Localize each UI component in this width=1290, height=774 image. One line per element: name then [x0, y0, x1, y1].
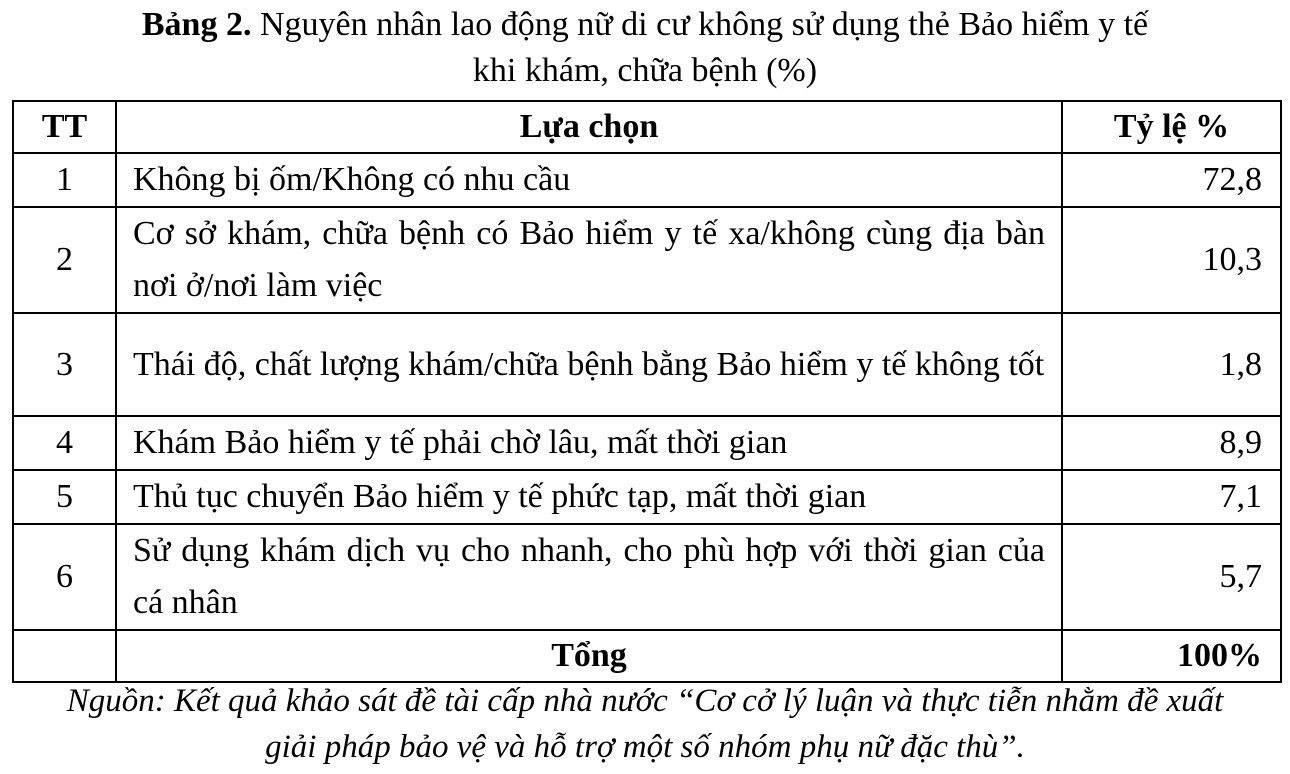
table-row — [13, 470, 1281, 524]
header-option: Lựa chọn — [116, 101, 1062, 153]
total-percent: 100% — [1062, 630, 1281, 682]
source-line-1: Nguồn: Kết quả khảo sát đề tài cấp nhà nước “Cơ cở lý luận và thực tiễn nhằm đề xuất — [66, 683, 1224, 719]
total-row — [13, 630, 1281, 682]
table-title — [0, 2, 1290, 94]
source-line-2: giải pháp bảo vệ và hỗ trợ một số nhóm phụ nữ đặc thù”. — [265, 729, 1025, 765]
table-row — [13, 313, 1281, 416]
cell-percent: 7,1 — [1062, 470, 1281, 524]
cell-option: Sử dụng khám dịch vụ cho nhanh, cho phù hợp với thời gian của cá nhân — [116, 524, 1062, 630]
table-row — [13, 524, 1281, 630]
table-row — [13, 153, 1281, 207]
total-label: Tổng — [116, 630, 1062, 682]
table-header-row — [13, 101, 1281, 153]
total-empty-cell — [13, 630, 116, 682]
cell-percent: 72,8 — [1062, 153, 1281, 207]
cell-option: Thái độ, chất lượng khám/chữa bệnh bằng Bảo hiểm y tế không tốt — [116, 313, 1062, 416]
header-percent: Tỷ lệ % — [1062, 101, 1281, 153]
table-row — [13, 207, 1281, 313]
title-text: Nguyên nhân lao động nữ di cư không sử dụng thẻ Bảo hiểm y tế — [259, 6, 1149, 43]
cell-percent: 5,7 — [1062, 524, 1281, 630]
cell-tt: 5 — [13, 470, 116, 524]
data-table — [12, 100, 1282, 683]
cell-tt: 4 — [13, 416, 116, 470]
cell-tt: 2 — [13, 207, 116, 313]
title-line-1 — [0, 2, 1290, 48]
table-label: Bảng 2. — [141, 6, 252, 43]
cell-option: Không bị ốm/Không có nhu cầu — [116, 153, 1062, 207]
header-tt: TT — [13, 101, 116, 153]
cell-percent: 8,9 — [1062, 416, 1281, 470]
source-note — [0, 678, 1290, 770]
title-line-2: khi khám, chữa bệnh (%) — [472, 52, 818, 89]
cell-percent: 10,3 — [1062, 207, 1281, 313]
cell-option: Thủ tục chuyển Bảo hiểm y tế phức tạp, mất thời gian — [116, 470, 1062, 524]
cell-tt: 6 — [13, 524, 116, 630]
cell-option: Cơ sở khám, chữa bệnh có Bảo hiểm y tế xa/không cùng địa bàn nơi ở/nơi làm việc — [116, 207, 1062, 313]
table-row — [13, 416, 1281, 470]
cell-tt: 3 — [13, 313, 116, 416]
cell-percent: 1,8 — [1062, 313, 1281, 416]
cell-tt: 1 — [13, 153, 116, 207]
cell-option: Khám Bảo hiểm y tế phải chờ lâu, mất thời gian — [116, 416, 1062, 470]
